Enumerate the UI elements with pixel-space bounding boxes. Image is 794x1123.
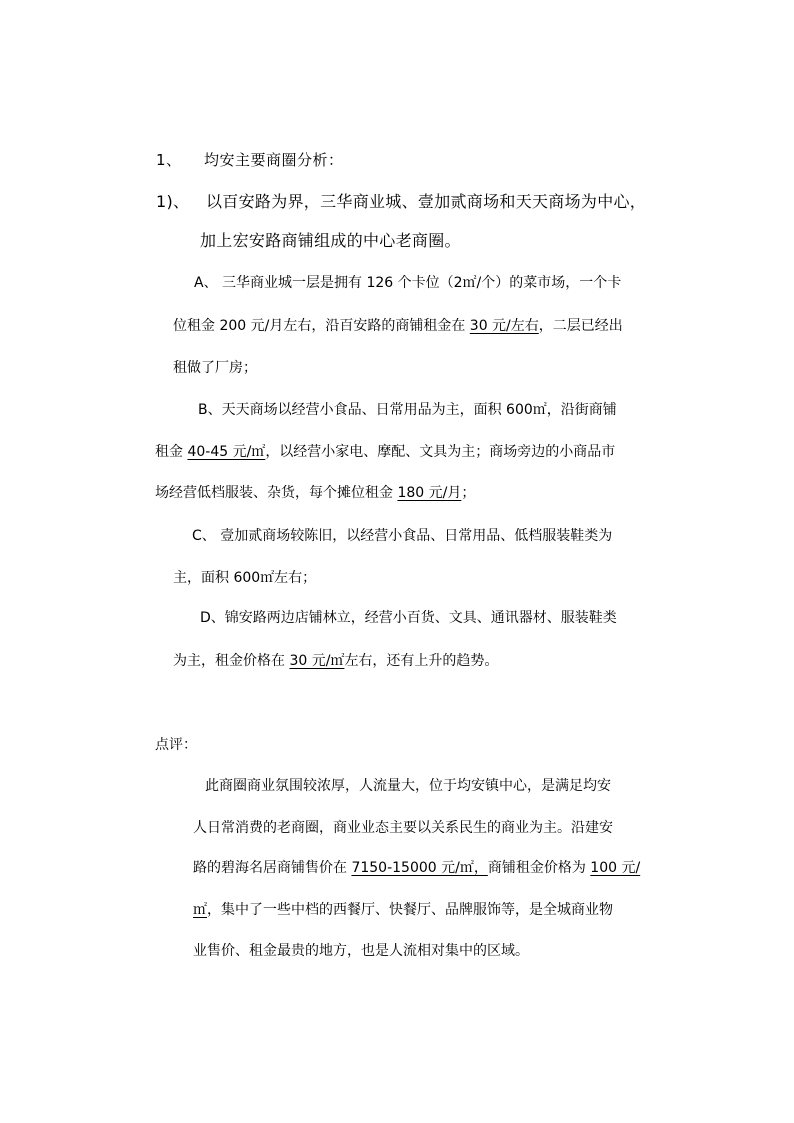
subsection-heading-1	[156, 192, 646, 212]
subheading-number: 1)、	[156, 192, 190, 211]
item-b-text-3: 场经营低档服装、杂货，每个摊位租金	[155, 485, 398, 501]
review-rent-unit: ㎡	[193, 902, 207, 918]
item-d-line1: D、锦安路两边店铺林立，经营小百货、文具、通讯器材、服装鞋类	[200, 610, 617, 626]
review-line4	[193, 900, 613, 920]
item-a-line3: 租做了厂房；	[173, 360, 257, 376]
item-b-text-1: 租金	[155, 444, 188, 460]
subheading-text-line2: 加上宏安路商铺组成的中心老商圈。	[200, 231, 461, 250]
item-d-text-1: 为主，租金价格在	[173, 653, 290, 669]
item-d-text-2: 左右，还有上升的趋势。	[344, 653, 499, 669]
heading-text: 均安主要商圈分析：	[204, 151, 344, 169]
section-heading-1	[156, 150, 344, 170]
item-b-text-2: ，以经营小家电、摩配、文具为主；商场旁边的小商品市	[265, 444, 616, 460]
review-line1: 此商圈商业氛围较浓厚，人流量大，位于均安镇中心，是满足均安	[205, 778, 611, 794]
review-line2: 人日常消费的老商圈，商业业态主要以关系民生的商业为主。沿建安	[193, 820, 613, 836]
item-a-line2	[173, 316, 623, 336]
item-b-line1: B、天天商场以经营小食品、日常用品为主，面积 600㎡，沿街商铺	[198, 402, 617, 418]
item-a-text-1: 位租金 200 元/月左右，沿百安路的商铺租金在	[173, 318, 470, 334]
review-line3	[193, 858, 640, 878]
review-text-1: 路的碧海名居商铺售价在	[193, 860, 352, 876]
item-b-rent: 40-45 元/㎡	[187, 444, 266, 460]
item-c-line1: C、 壹加贰商场较陈旧，以经营小食品、日常用品、低档服装鞋类为	[192, 528, 613, 544]
item-d-line2	[173, 651, 498, 671]
review-sale-price: 7150-15000 元/㎡，	[351, 860, 488, 876]
item-b-stall-rent: 180 元/月	[397, 485, 462, 501]
review-line5: 业售价、租金最贵的地方，也是人流相对集中的区域。	[193, 943, 529, 959]
review-label: 点评：	[155, 737, 197, 753]
item-b-text-4: ；	[461, 485, 476, 501]
item-b-line3	[155, 483, 475, 503]
heading-number: 1、	[156, 151, 182, 169]
review-text-3: ，集中了一些中档的西餐厅、快餐厅、品牌服饰等，是全城商业物	[207, 902, 613, 918]
review-rent-price: 100 元/	[590, 860, 641, 876]
item-a-line1: A、 三华商业城一层是拥有 126 个卡位（2㎡/个）的菜市场，一个卡	[194, 275, 622, 291]
item-d-rent: 30 元/㎡	[289, 653, 345, 669]
item-a-rent: 30 元/左右	[469, 318, 539, 334]
item-c-line2: 主，面积 600㎡左右；	[173, 570, 317, 586]
item-a-text-2: ，二层已经出	[538, 318, 623, 334]
item-b-line2	[155, 442, 615, 462]
subheading-text-line1: 以百安路为界，三华商业城、壹加贰商场和天天商场为中心，	[206, 192, 647, 211]
review-text-2: 商铺租金价格为	[487, 860, 591, 876]
